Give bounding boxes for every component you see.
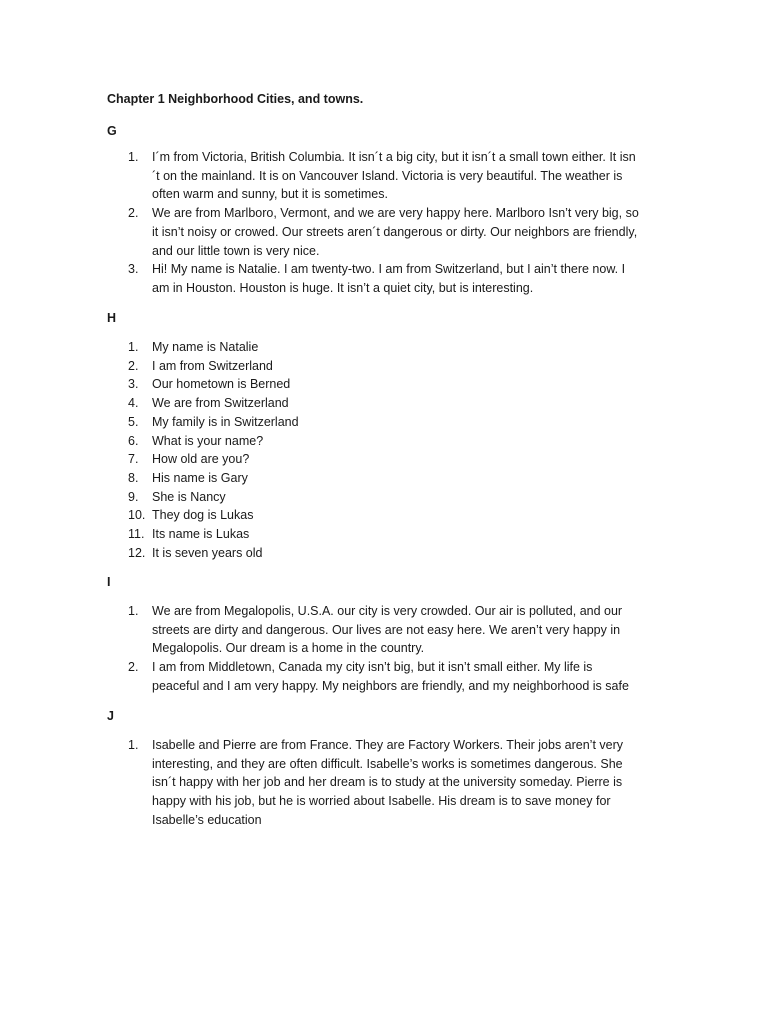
list-item-number: 1. [128, 604, 139, 618]
list-item [0, 413, 640, 432]
list-item [0, 375, 640, 394]
list-item-number: 1. [128, 738, 139, 752]
list-item [0, 260, 640, 297]
list-item [0, 148, 640, 204]
list-item-text: We are from Marlboro, Vermont, and we are very happy here. Marlboro Isn’t very big, so it isn’t noisy or crowed. Our streets aren´t dangerous or dirty. Our neighbors are friendly, and our little town is very nice. [152, 206, 639, 258]
list-item-text: I am from Switzerland [152, 358, 273, 373]
section-h-list [0, 338, 640, 562]
section-i-list [0, 602, 640, 696]
list-item-number: 10. [128, 508, 146, 523]
list-item-number: 3. [128, 262, 139, 277]
list-item-text: My family is in Switzerland [152, 414, 299, 429]
list-item [0, 469, 640, 488]
list-item-text: Hi! My name is Natalie. I am twenty-two. I am from Switzerland, but I ain’t there now. I am in Houston. Houston is huge. It isn’t a quiet city, but is interesting. [152, 262, 626, 295]
list-item-text: They dog is Lukas [152, 508, 254, 523]
list-item [0, 736, 640, 830]
list-item-number: 12. [128, 545, 146, 560]
list-item [0, 432, 640, 451]
list-item [0, 450, 640, 469]
list-item [0, 338, 640, 357]
page-title: Chapter 1 Neighborhood Cities, and towns. [107, 92, 364, 106]
list-item [0, 357, 640, 376]
list-item-text: My name is Natalie [152, 340, 259, 354]
list-item-text: What is your name? [152, 433, 264, 448]
list-item-number: 7. [128, 452, 139, 467]
list-item-number: 2. [128, 358, 139, 373]
list-item [0, 488, 640, 507]
list-item-number: 1. [128, 150, 139, 164]
list-item-number: 5. [128, 414, 139, 429]
list-item-text: His name is Gary [152, 470, 248, 485]
list-item [0, 506, 640, 525]
list-item-text: We are from Switzerland [152, 396, 289, 411]
list-item-number: 6. [128, 433, 139, 448]
list-item [0, 544, 640, 563]
section-label-i: I [107, 575, 111, 589]
list-item-number: 2. [128, 660, 139, 675]
list-item-text: It is seven years old [152, 545, 263, 560]
list-item [0, 394, 640, 413]
list-item-number: 11. [128, 527, 145, 542]
list-item-text: We are from Megalopolis, U.S.A. our city is very crowded. Our air is polluted, and our streets are dirty and dangerous. Our lives are not easy here. We aren’t very happy in Megalopolis. Our dream is a home in the country. [152, 604, 623, 656]
list-item-text: I´m from Victoria, British Columbia. It isn´t a big city, but it isn´t a small town either. It isn´t on the mainland. It is on Vancouver Island. Victoria is very beautiful. The weather is often warm and sunny, but it is sometimes. [152, 150, 636, 202]
list-item-text: Our hometown is Berned [152, 377, 291, 392]
section-label-j: J [107, 709, 114, 723]
list-item [0, 525, 640, 544]
list-item-number: 2. [128, 206, 139, 221]
list-item-text: She is Nancy [152, 489, 226, 504]
list-item-number: 1. [128, 340, 139, 354]
section-j-list [0, 736, 640, 830]
list-item-number: 4. [128, 396, 139, 411]
list-item-text: How old are you? [152, 452, 250, 467]
list-item [0, 658, 640, 695]
section-label-h: H [107, 311, 117, 325]
list-item [0, 602, 640, 658]
list-item [0, 204, 640, 260]
section-label-g: G [107, 124, 117, 138]
list-item-number: 8. [128, 470, 139, 485]
list-item-text: Isabelle and Pierre are from France. They are Factory Workers. Their jobs aren’t very interesting, and they are often difficult. Isabelle’s works is sometimes dangerous. She isn´t happy with her job and her dream is to study at the university someday. Pierre is happy with his job, but he is worried about Isabelle. His dream is to save money for Isabelle’s education [152, 738, 624, 827]
list-item-number: 9. [128, 489, 139, 504]
list-item-text: Its name is Lukas [152, 527, 250, 542]
list-item-number: 3. [128, 377, 139, 392]
list-item-text: I am from Middletown, Canada my city isn’t big, but it isn’t small either. My life is peaceful and I am very happy. My neighbors are friendly, and my neighborhood is safe [152, 660, 629, 693]
section-g-list [0, 148, 640, 298]
